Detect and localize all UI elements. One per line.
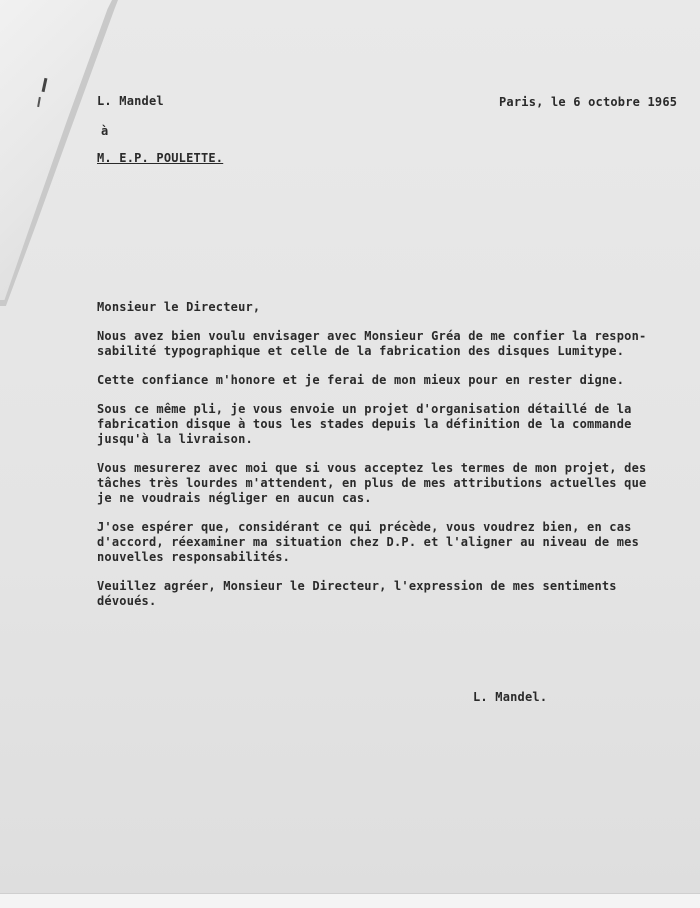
- paragraph: Nous avez bien voulu envisager avec Monsieur Gréa de me confier la respon- sabilité typographique et celle de la fabrication des disques Lumitype.: [97, 329, 647, 358]
- sender-name: L. Mandel: [97, 94, 164, 108]
- page-bottom-edge: [0, 893, 700, 908]
- paragraph: Sous ce même pli, je vous envoie un projet d'organisation détaillé de la fabrication disque à tous les stades depuis la définition de la commande jusqu'à la livraison.: [97, 402, 632, 446]
- letter-body: [97, 300, 657, 623]
- recipient-name: M. E.P. POULETTE.: [97, 151, 224, 165]
- paragraph: Cette confiance m'honore et je ferai de mon mieux pour en rester digne.: [97, 373, 625, 387]
- signature: L. Mandel.: [473, 690, 548, 704]
- paragraph: Veuillez agréer, Monsieur le Directeur, l'expression de mes sentiments dévoués.: [97, 579, 617, 608]
- letter-date: Paris, le 6 octobre 1965: [499, 95, 678, 109]
- salutation: Monsieur le Directeur,: [97, 300, 261, 314]
- paragraph: Vous mesurerez avec moi que si vous acceptez les termes de mon projet, des tâches très lourdes m'attendent, en plus de mes attributions actuelles que je ne voudrais négliger en aucun cas.: [97, 461, 647, 505]
- paragraph: J'ose espérer que, considérant ce qui précède, vous voudrez bien, en cas d'accord, réexaminer ma situation chez D.P. et l'aligner au niveau de mes nouvelles responsabilités.: [97, 520, 639, 564]
- to-label: à: [101, 124, 109, 138]
